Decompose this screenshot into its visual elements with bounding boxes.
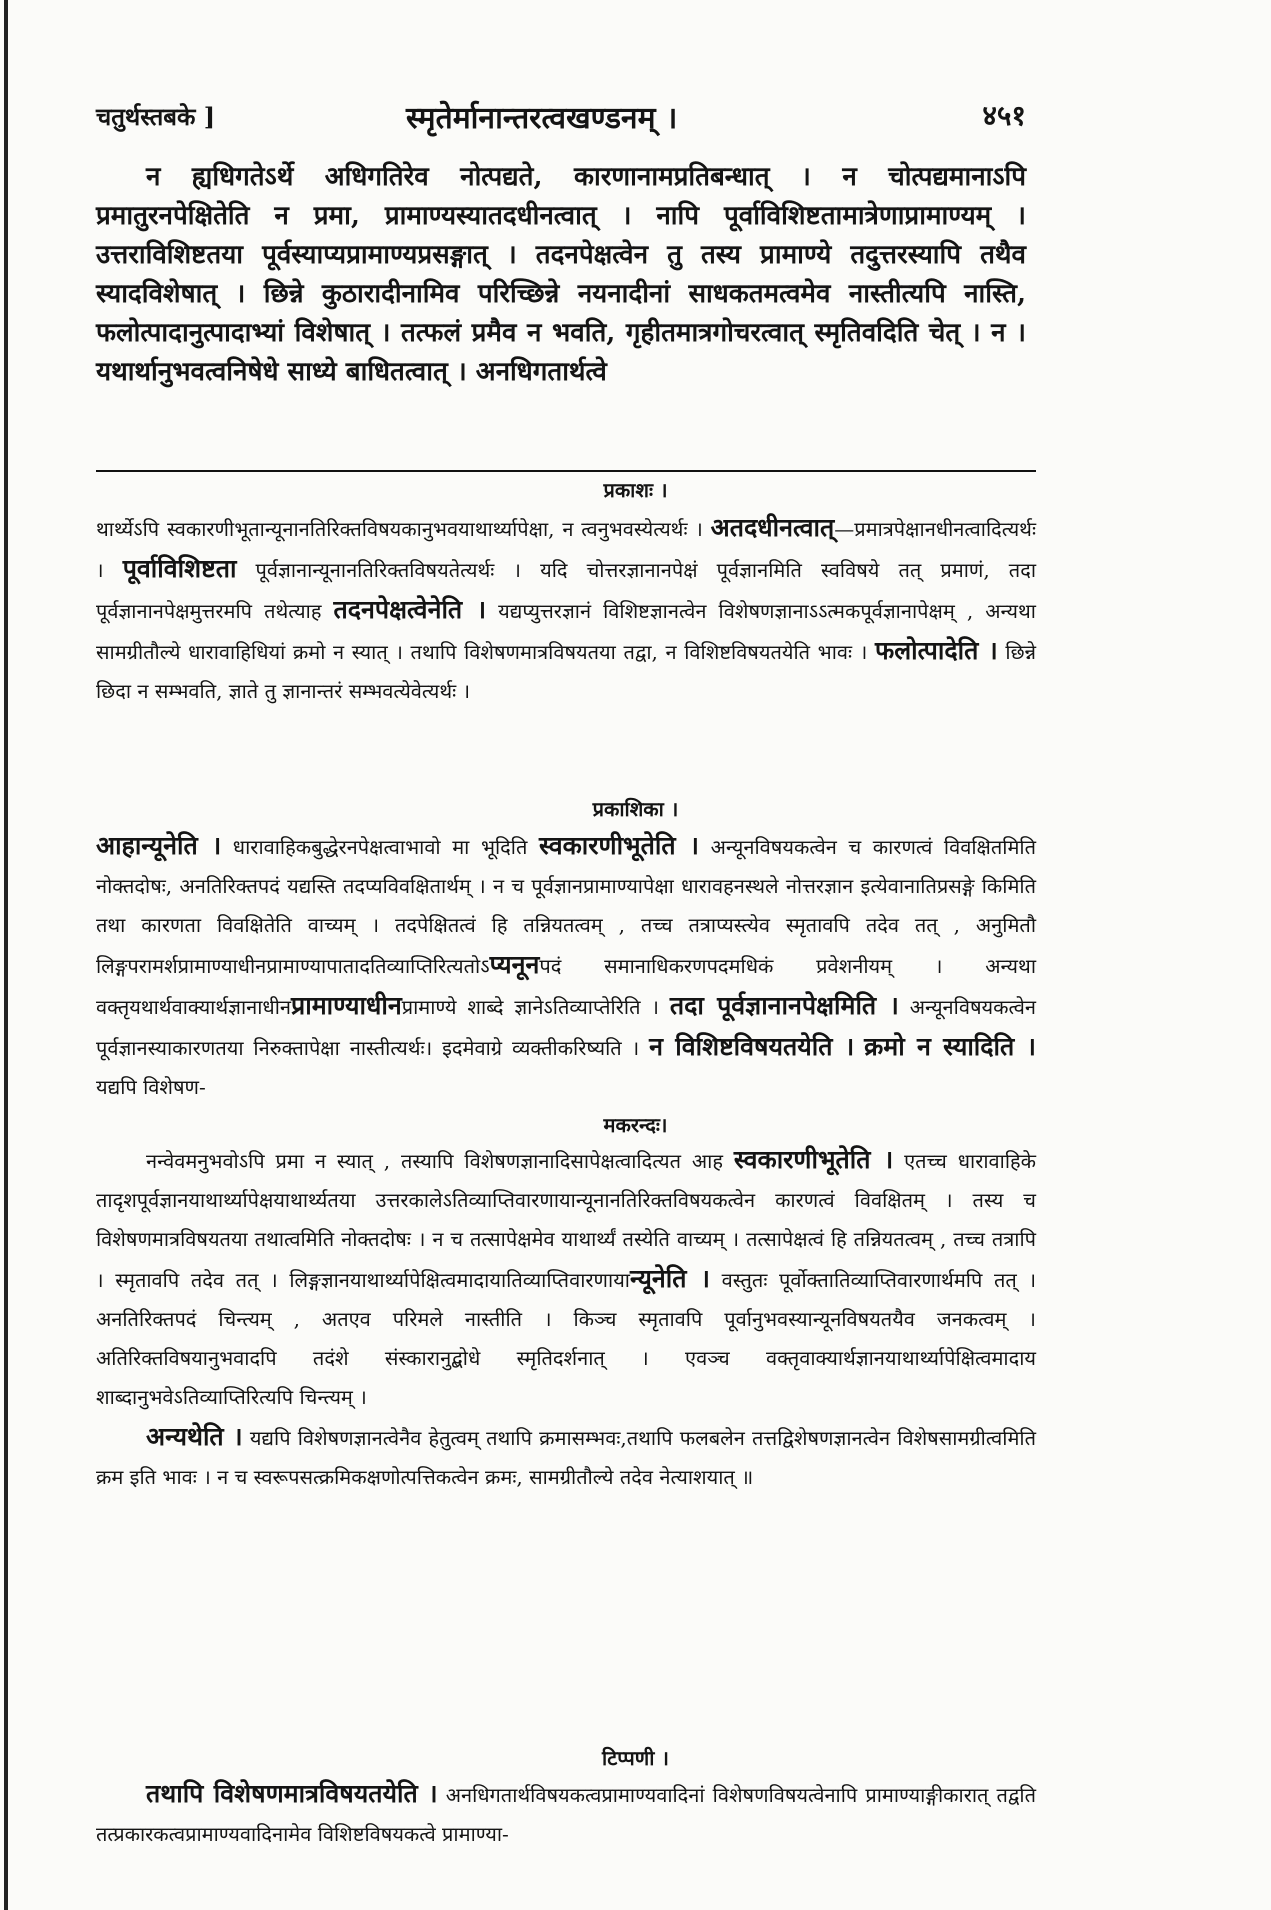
prakasha-term: पूर्वाविशिष्टता: [122, 554, 237, 583]
commentary-prakasha: [96, 508, 1036, 711]
prakasha-text: यद्यप्युत्तरज्ञानं विशिष्टज्ञानत्वेन विशेषणज्ञानाऽऽत्मकपूर्वज्ञानापेक्षम् , अन्यथा सामग्रीतौल्ये धारावाहिधियां क्रमो न स्यात् । तथापि विशेषणमात्रविषयतया तद्वा, न विशिष्टविषयतयेति भावः ।: [96, 599, 1036, 664]
heading-makaranda: मकरन्दः।: [603, 1113, 668, 1137]
prakasha-term: फलोत्पादेति ।: [874, 636, 998, 665]
prakasha-text: छिन्ने छिदा न सम्भवति, ज्ञाते तु ज्ञानान्तरं सम्भवत्येवेत्यर्थः ।: [96, 640, 1037, 703]
heading-tippani: टिप्पणी ।: [602, 1746, 669, 1770]
tippani-term: तथापि विशेषणमात्रविषयतयेति ।: [146, 1779, 438, 1808]
prakashika-term: आहान्यूनेति ।: [96, 831, 222, 860]
tippani-text: अनधिगतार्थविषयकत्वप्रामाण्यवादिनां विशेषणविषयत्वेनापि प्रामाण्याङ्गीकारात् तद्वति तत्प्रकारकत्वप्रामाण्यवादिनामेव विशिष्टविषयकत्वे प्रामाण्या-: [96, 1783, 1037, 1846]
prakasha-term: तदनपेक्षत्वेनेति ।: [333, 595, 487, 624]
prakashika-text: प्रामाण्ये शाब्दे ज्ञानेऽतिव्याप्तेरिति ।: [401, 995, 659, 1019]
running-header: [96, 96, 1026, 136]
header-chapter: चतुर्थस्तबके ]: [96, 102, 216, 131]
makaranda-text: यद्यपि विशेषणज्ञानत्वेनैव हेतुत्वम् तथापि क्रमासम्भवः,तथापि फलबलेन तत्तद्विशेषणज्ञानत्वेन विशेषसामग्रीत्वमिति क्रम इति भावः । न च स्वरूपसत्क्रमिकक्षणोत्पत्तिकत्वेन क्रमः, सामग्रीतौल्ये तदेव नेत्याशयात् ॥: [96, 1426, 1036, 1489]
prakashika-text: पदं समानाधिकरणपदमधिकं प्रवेशनीयम् । अन्यथा वक्तृयथार्थवाक्यार्थज्ञानाधीन: [96, 954, 1036, 1019]
prakashika-term: क्रमो न स्यादिति ।: [864, 1032, 1037, 1061]
header-title: स्मृतेर्मानान्तरत्वखण्डनम् ।: [406, 101, 678, 136]
heading-prakasha: प्रकाशः ।: [603, 478, 668, 502]
prakashika-term: न विशिष्टविषयतयेति ।: [649, 1032, 855, 1061]
commentary-prakashika: [96, 826, 1036, 1107]
makaranda-term: स्वकारणीभूतेति ।: [733, 1145, 894, 1174]
makaranda-term: न्यूनेति ।: [629, 1264, 710, 1293]
commentary-tippani: [96, 1774, 1036, 1854]
commentary-makaranda: [96, 1140, 1036, 1497]
makaranda-text: एतच्च धारावाहिके तादृशपूर्वज्ञानयाथार्थ्यापेक्षयाथार्थ्यतया उत्तरकालेऽतिव्याप्तिवारणायान्यूनानतिरिक्तविषयकत्वेन कारणत्वं विवक्षितम् । तस्य च विशेषणमात्रविषयतया तथात्वमिति नोक्तदोषः । न च तत्सापेक्षमेव याथार्थ्यं तस्येति वाच्यम् । तत्सापेक्षत्वं हि तन्नियतत्वम् , तच्च तत्रापि । स्मृतावपि तदेव तत् । लिङ्गज्ञानयाथार्थ्यापेक्षित्वमादायातिव्याप्तिवारणाया: [96, 1149, 1037, 1292]
prakashika-term: प्यनून: [489, 950, 540, 979]
prakashika-term: तदा पूर्वज्ञानानपेक्षमिति ।: [669, 991, 899, 1020]
prakasha-text: थार्थ्येऽपि स्वकारणीभूतान्यूनानतिरिक्तविषयकानुभवयाथार्थ्यापेक्षा, न त्वनुभवस्येत्यर्थः ।: [96, 517, 703, 541]
horizontal-rule: [96, 470, 1036, 472]
prakasha-text: —प्रमात्रपेक्षानधीनत्वादित्यर्थः ।: [96, 517, 1036, 582]
prakashika-term: स्वकारणीभूतेति ।: [538, 831, 700, 860]
prakasha-text: पूर्वज्ञानान्यूनानतिरिक्तविषयतेत्यर्थः । यदि चोत्तरज्ञानानपेक्षं पूर्वज्ञानमिति स्वविषये तत् प्रमाणं, तदा पूर्वज्ञानानपेक्षमुत्तरमपि तथेत्याह: [96, 558, 1036, 623]
prakashika-text: धारावाहिकबुद्धेरनपेक्षत्वाभावो मा भूदिति: [232, 835, 528, 859]
prakashika-text: अन्यूनविषयकत्वेन पूर्वज्ञानस्याकारणतया निरुक्तापेक्षा नास्तीत्यर्थः। इदमेवाग्रे व्यक्तीकरिष्यति ।: [96, 995, 1037, 1060]
page-spine-edge: [4, 0, 8, 1910]
prakashika-term: प्रामाण्याधीन: [291, 991, 402, 1020]
makaranda-text: नन्वेवमनुभवोऽपि प्रमा न स्यात् , तस्यापि विशेषणज्ञानादिसापेक्षत्वादित्यत आह: [146, 1149, 723, 1173]
page-number: ४५१: [982, 99, 1026, 132]
prakashika-text: यद्यपि विशेषण-: [96, 1075, 206, 1099]
prakasha-term: अतदधीनत्वात्: [710, 513, 835, 542]
main-text: न ह्यधिगतेऽर्थे अधिगतिरेव नोत्पद्यते, कारणानामप्रतिबन्धात् । न चोत्पद्यमानाऽपि प्रमातुरनपेक्षितेति न प्रमा, प्रामाण्यस्यातदधीनत्वात् । नापि पूर्वाविशिष्टतामात्रेणाप्रामाण्यम् । उत्तराविशिष्टतया पूर्वस्याप्यप्रामाण्यप्रसङ्गात् । तदनपेक्षत्वेन तु तस्य प्रामाण्ये तदुत्तरस्यापि तथैव स्यादविशेषात् । छिन्ने कुठारादीनामिव परिच्छिन्ने नयनादीनां साधकतमत्वमेव नास्तीत्यपि नास्ति, फलोत्पादानुत्पादाभ्यां विशेषात् । तत्फलं प्रमैव न भवति, गृहीतमात्रगोचरत्वात् स्मृतिवदिति चेत् । न । यथार्थानुभवत्वनिषेधे साध्ये बाधितत्वात् । अनधिगतार्थत्वे: [96, 162, 1026, 387]
prakashika-text: अन्यूनविषयकत्वेन च कारणत्वं विवक्षितमिति नोक्तदोषः, अनतिरिक्तपदं यद्यस्ति तदप्यविवक्षितार्थम् । न च पूर्वज्ञानप्रामाण्यापेक्षा धारावहनस्थले नोत्तरज्ञान इत्येवानातिप्रसङ्गे किमिति तथा कारणता विवक्षितेति वाच्यम् । तदपेक्षितत्वं हि तन्नियतत्वम् , तच्च तत्राप्यस्त्येव स्मृतावपि तदेव तत् , अनुमितौ लिङ्गपरामर्शप्रामाण्याधीनप्रामाण्यापातादतिव्याप्तिरित्यतोऽ: [96, 835, 1036, 978]
makaranda-text: वस्तुतः पूर्वोक्तातिव्याप्तिवारणार्थमपि तत् । अनतिरिक्तपदं चिन्त्यम् , अतएव परिमले नास्तीति । किञ्च स्मृतावपि पूर्वानुभवस्यान्यूनविषयतयैव जनकत्वम् । अतिरिक्तविषयानुभवादपि तदंशे संस्कारानुद्बोधे स्मृतिदर्शनात् । एवञ्च वक्तृवाक्यार्थज्ञानयाथार्थ्यापेक्षित्वमादाय शाब्दानुभवेऽतिव्याप्तिरित्यपि चिन्त्यम् ।: [96, 1268, 1037, 1409]
makaranda-term: अन्यथेति ।: [146, 1422, 243, 1451]
heading-prakashika: प्रकाशिका ।: [592, 797, 679, 821]
